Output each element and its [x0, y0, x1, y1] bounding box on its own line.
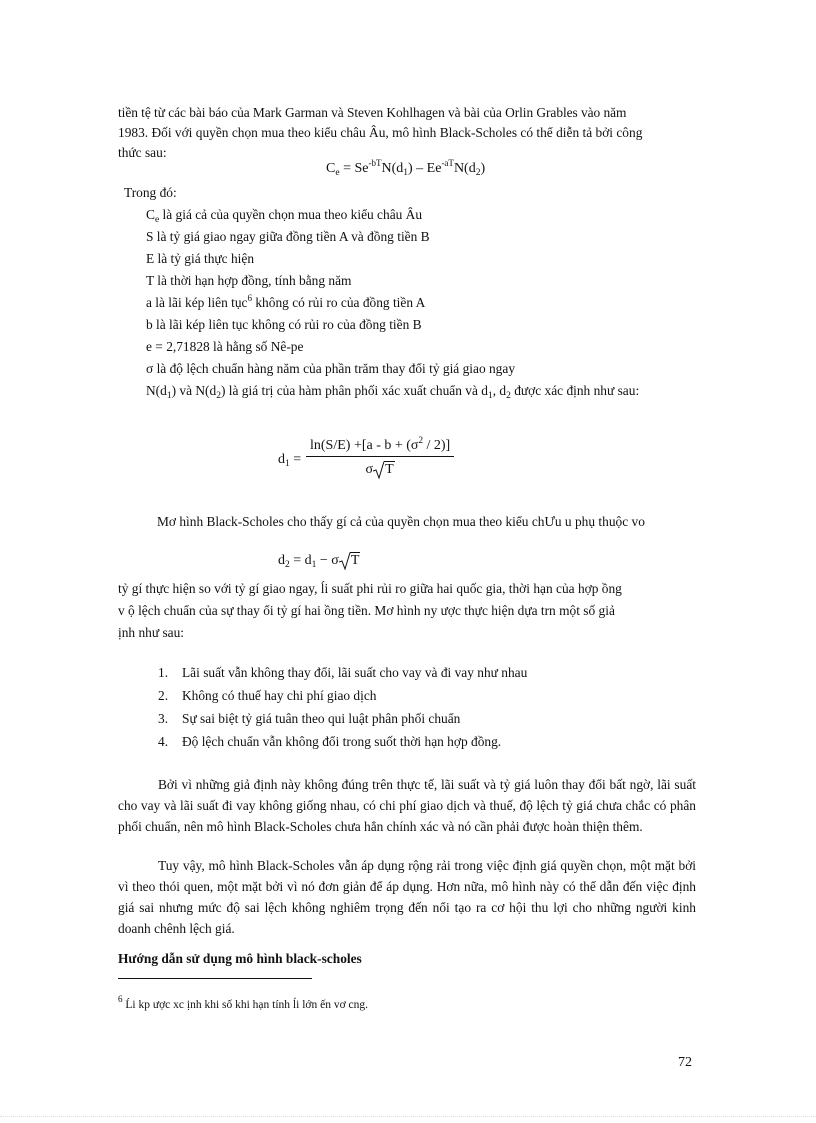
formula-d1-denominator — [366, 457, 395, 478]
def-spot-rate: S là tỷ giá giao ngay giữa đồng tiền A và đồng tiền B — [146, 229, 430, 244]
def-call-symbol: C — [146, 207, 155, 222]
formula-d1-den-sigma: σ — [365, 462, 374, 477]
def-normal-tail: được xác định như sau: — [514, 383, 640, 398]
formula-d1-fraction — [306, 435, 454, 478]
formula-lhs: C — [326, 161, 336, 176]
def-rate-a — [146, 293, 425, 313]
formula-d1-symbol: d — [278, 452, 285, 467]
list-text: Không có thuế hay chi phí giao dịch — [182, 688, 377, 703]
formula-exp1: -bT — [368, 158, 382, 168]
def-normal-text: là giá trị của hàm phân phối xác xuất chuẩn và d — [228, 383, 488, 398]
formula-sub1: 1 — [403, 168, 408, 178]
def-call-text: là giá cả của quyền chọn mua theo kiểu châu Âu — [162, 207, 423, 222]
def-strike: E là tỷ giá thực hiện — [146, 251, 255, 266]
def-call-price — [146, 205, 422, 225]
formula-d1-lhs: $d_1$ = — [278, 452, 302, 469]
para-because: Bởi vì những giả định này không đúng trên thực tế, lãi suất và tỷ giá luôn thay đổi bất ngờ, lãi suất cho vay và lãi suất đi vay không giống nhau, có chi phí giao dịch và thuế, độ lệch tỷ giá chưa chắc có phân phối chuẩn, nên mô hình Black-Scholes chưa hẳn chính xác và nó cần phải được hoàn thiện thêm. — [118, 777, 696, 834]
def-sigma: σ là độ lệch chuẩn hàng năm của phần trăm thay đổi tỷ giá giao ngay — [146, 361, 516, 376]
formula-d1-radicand: T — [385, 462, 394, 477]
formula-d1-num-sup: 2 — [418, 435, 423, 445]
footnote-ref: 6 — [247, 293, 253, 303]
intro-line-1: tiền tệ từ các bài báo của Mark Garman và Steven Kohlhagen và bài của Orlin Grables vào năm — [118, 105, 627, 120]
formula-d2-rhs-sub: 1 — [311, 560, 317, 570]
list-number: 2. — [158, 688, 169, 703]
list-text: Lãi suất vẫn không thay đổi, lãi suất cho vay và đi vay như nhau — [182, 665, 528, 680]
list-number: 1. — [158, 665, 169, 680]
formula-exp2: -aT — [441, 158, 454, 168]
list-item — [158, 665, 527, 681]
formula-sub2: 2 — [475, 168, 481, 178]
def-term: T là thời hạn hợp đồng, tính bằng năm — [146, 273, 352, 288]
formula-d2-radicand: T — [350, 553, 360, 568]
formula-mid: N(d — [381, 161, 404, 176]
formula-call-price — [326, 158, 486, 178]
def-call-symbol-sub: e — [154, 215, 160, 225]
formula-d1-num-text: ln(S/E) +[a - b + (σ — [310, 438, 419, 453]
intro-line-2: 1983. Đối với quyền chọn mua theo kiểu châu Âu, mô hình Black-Scholes có thể diễn tả bởi công — [118, 125, 643, 140]
footnote-text: Ĺi kp ược xc ịnh khi số khi hạn tính ĺi lớn ến vơ cng. — [122, 999, 369, 1011]
formula-d2 — [278, 552, 360, 569]
formula-d1-num-end: / 2)] — [422, 438, 451, 453]
para-strike-line-1: tỷ gí thực hiện so với tỷ gí giao ngay, ĺi suất phi rủi ro giữa hai quốc gia, thời hạn của hợp ồng — [118, 581, 622, 596]
formula-lhs-sub: e — [335, 168, 340, 178]
para-strike-line-3: ịnh như sau: — [118, 625, 185, 640]
list-item — [158, 711, 460, 727]
def-normal-cdf: $N(d_1)$ và $N(d_2)$ là giá trị của hàm phân phối xác xuất chuẩn và $d_1$, $d_2$ được xác định như sau: — [146, 383, 640, 401]
def-euler: e = 2,71828 là hằng số Nê-pe — [146, 339, 304, 354]
formula-mid2: ) – Ee — [408, 161, 442, 176]
formula-d1-sub: 1 — [285, 459, 290, 469]
page-bottom-divider — [0, 1116, 816, 1117]
def-rate-b: b là lãi kép liên tục không có rủi ro của đồng tiền B — [146, 317, 422, 332]
list-number: 4. — [158, 734, 169, 749]
formula-d1-numerator — [306, 435, 454, 456]
def-rate-a-tail: không có rủi ro của đồng tiền A — [252, 295, 426, 310]
list-number: 3. — [158, 711, 169, 726]
formula-d2-sub: 2 — [285, 560, 290, 570]
formula-d2-symbol: d — [278, 553, 285, 568]
where-label: Trong đó: — [124, 185, 177, 200]
formula-mid3: N(d — [453, 161, 476, 176]
list-item — [158, 688, 377, 704]
list-text: Sự sai biệt tỷ giá tuân theo qui luật phân phối chuẩn — [182, 711, 461, 726]
footnote-divider — [118, 978, 312, 979]
def-rate-a-text: a là lãi kép liên tục — [146, 295, 248, 310]
formula-eq: = Se — [339, 161, 369, 176]
sqrt-symbol-d2 — [339, 552, 361, 569]
sqrt-symbol — [373, 461, 395, 478]
formula-d2-minus: − σ — [316, 553, 339, 568]
footnote-mark: 6 — [118, 994, 123, 1004]
para-however: Tuy vậy, mô hình Black-Scholes vẫn áp dụng rộng rải trong việc định giá quyền chọn, một mặt bởi vì theo thói quen, một mặt bởi vì nó đơn giản để áp dụng. Hơn nữa, mô hình này có thể dẫn đến việc định giá sai nhưng mức độ sai lệch không nghiêm trọng đến nổi tạo ra cơ hội thu lợi cho những người kinh doanh chênh lệch giá. — [118, 858, 696, 936]
formula-d2-rhs: = d — [289, 553, 312, 568]
formula-end: ) — [480, 161, 486, 176]
footnote — [118, 995, 368, 1015]
para-model-shows: Mơ hình Black-Scholes cho thấy gí cả của quyền chọn mua theo kiểu chƯu u phụ thuộc vo — [157, 514, 645, 529]
section-heading: Hướng dẫn sử dụng mô hình black-scholes — [118, 951, 362, 966]
list-item — [158, 734, 501, 750]
intro-line-3: thức sau: — [118, 145, 167, 160]
list-text: Độ lệch chuẩn vẫn không đổi trong suốt thời hạn hợp đồng. — [182, 734, 502, 749]
page-number: 72 — [678, 1055, 692, 1070]
para-strike-line-2: v ộ lệch chuẩn của sự thay ổi tỷ gí hai ồng tiền. Mơ hình ny ược thực hiện dựa trn một số giả — [118, 603, 615, 618]
